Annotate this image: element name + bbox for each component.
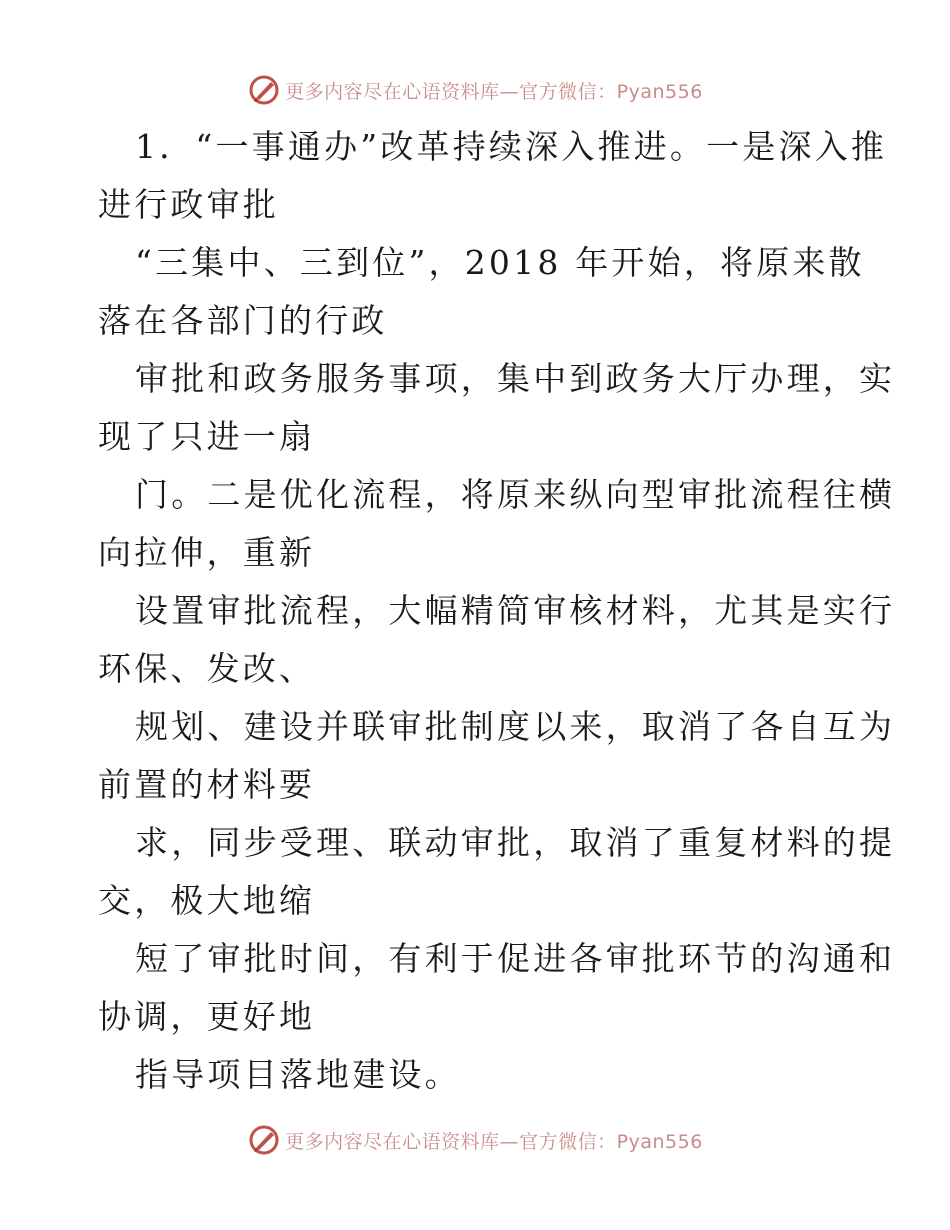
document-body [98,118,896,1104]
pen-logo-icon [247,1123,281,1157]
header-watermark-banner [0,70,950,110]
footer-watermark-banner [0,1120,950,1160]
footer-watermark-group [247,1123,703,1157]
body-line: 落在各部门的行政 [98,301,388,340]
body-line: 短了审批时间，有利于促进各审批环节的沟通和 [135,939,896,978]
header-watermark-text: 更多内容尽在心语资料库—官方微信：Pyan556 [285,80,703,103]
body-line: 指导项目落地建设。 [135,1055,461,1094]
body-line: 前置的材料要 [98,765,316,804]
body-line: 门。二是优化流程，将原来纵向型审批流程往横 [135,475,896,514]
body-line: 交，极大地缩 [98,881,316,920]
body-line: 进行政审批 [98,185,279,224]
body-line: 1．“一事通办”改革持续深入推进。一是深入推 [135,127,888,166]
body-line: 环保、发改、 [98,649,316,688]
body-line: “三集中、三到位”，2018 年开始，将原来散 [135,243,865,282]
body-line: 求，同步受理、联动审批，取消了重复材料的提 [135,823,896,862]
pen-logo-icon [247,73,281,107]
footer-watermark-text: 更多内容尽在心语资料库—官方微信：Pyan556 [285,1130,703,1153]
body-line: 现了只进一扇 [98,417,316,456]
body-line: 设置审批流程，大幅精简审核材料，尤其是实行 [135,591,896,630]
body-line: 向拉伸，重新 [98,533,316,572]
body-line: 审批和政务服务事项，集中到政务大厅办理，实 [135,359,896,398]
header-watermark-group [247,73,703,107]
body-line: 规划、建设并联审批制度以来，取消了各自互为 [135,707,896,746]
body-line: 协调，更好地 [98,997,316,1036]
